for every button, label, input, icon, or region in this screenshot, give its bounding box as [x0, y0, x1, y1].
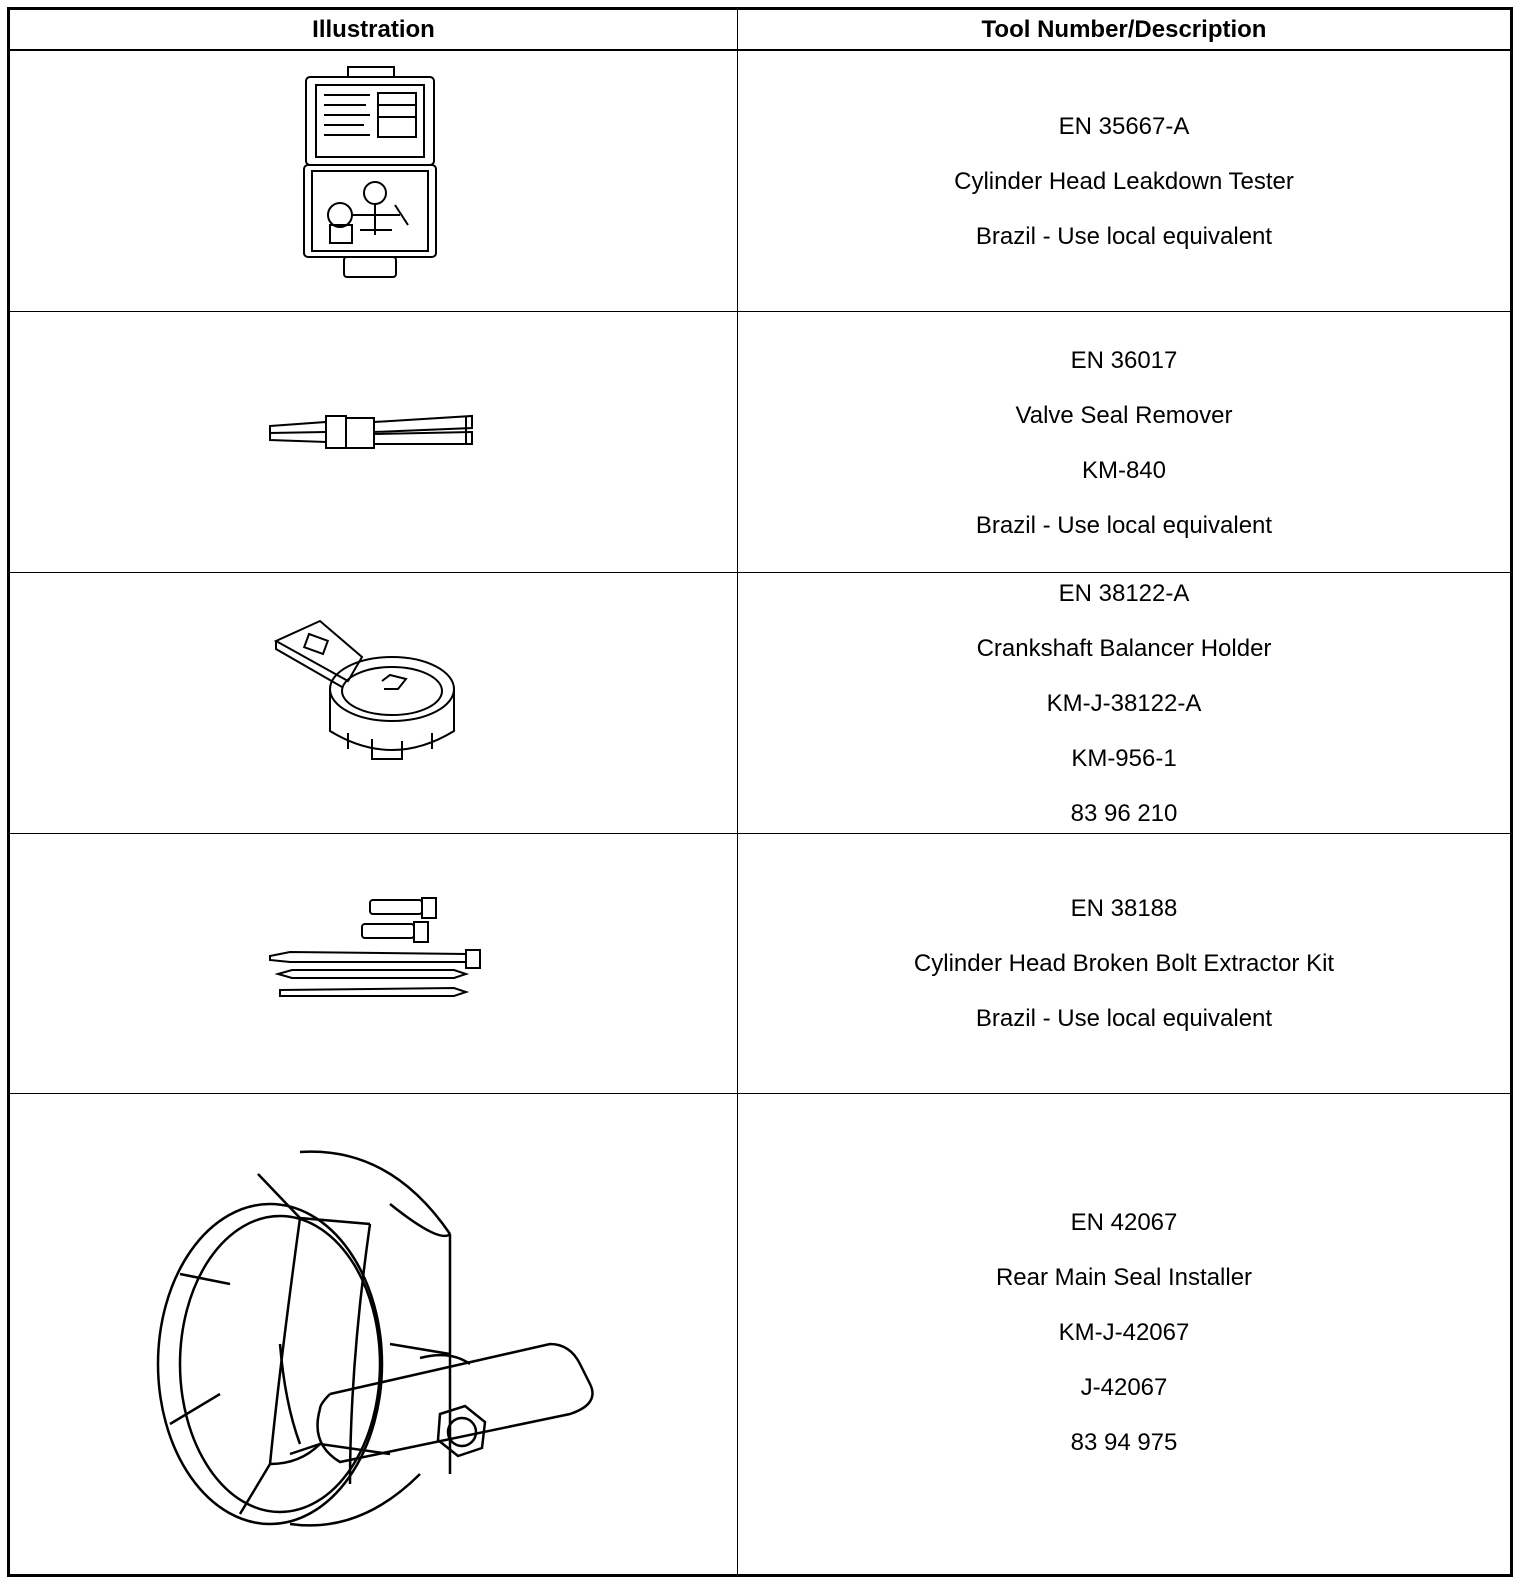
- illustration-cell: [10, 573, 738, 833]
- bolt-extractor-kit-icon: [266, 894, 486, 1004]
- header-description: Tool Number/Description: [981, 15, 1267, 43]
- tool-part-number: 83 96 210: [1070, 800, 1178, 827]
- tool-table: [7, 7, 1513, 1577]
- tool-description: Cylinder Head Leakdown Tester: [954, 168, 1294, 195]
- description-cell: [738, 573, 1510, 833]
- tool-description: Cylinder Head Broken Bolt Extractor Kit: [913, 950, 1335, 977]
- table-header-row: [10, 10, 1510, 51]
- tool-note: Brazil - Use local equivalent: [975, 512, 1273, 539]
- tool-number: EN 42067: [1070, 1209, 1178, 1236]
- balancer-holder-icon: [272, 617, 462, 773]
- header-illustration: Illustration: [10, 10, 738, 49]
- tool-part-number: KM-J-42067: [1058, 1319, 1190, 1346]
- tool-part-number: KM-956-1: [1071, 745, 1177, 772]
- tool-part-number: J-42067: [1080, 1374, 1168, 1401]
- tool-part-number: KM-840: [1081, 457, 1167, 484]
- illustration-cell: [10, 51, 738, 311]
- description-cell: [738, 834, 1510, 1093]
- tool-description: Valve Seal Remover: [1015, 402, 1233, 429]
- tool-part-number: KM-J-38122-A: [1046, 690, 1202, 717]
- valve-seal-remover-icon: [266, 408, 476, 458]
- tool-description: Crankshaft Balancer Holder: [976, 635, 1272, 662]
- illustration-cell: [10, 834, 738, 1093]
- tool-description: Rear Main Seal Installer: [995, 1264, 1253, 1291]
- description-cell: [738, 312, 1510, 572]
- tool-number: EN 36017: [1070, 347, 1178, 374]
- tool-part-number: 83 94 975: [1070, 1429, 1178, 1456]
- tool-note: Brazil - Use local equivalent: [975, 1005, 1273, 1032]
- table-row: [10, 834, 1510, 1094]
- leakdown-tester-case-icon: [300, 65, 440, 280]
- table-row: [10, 312, 1510, 573]
- illustration-cell: [10, 1094, 738, 1574]
- illustration-cell: [10, 312, 738, 572]
- rear-main-seal-installer-icon: [150, 1144, 610, 1534]
- table-row: [10, 51, 1510, 312]
- table-row: [10, 573, 1510, 834]
- description-cell: [738, 1094, 1510, 1574]
- tool-note: Brazil - Use local equivalent: [975, 223, 1273, 250]
- tool-number: EN 38122-A: [1058, 580, 1190, 607]
- tool-number: EN 38188: [1070, 895, 1178, 922]
- description-cell: [738, 51, 1510, 311]
- table-row: [10, 1094, 1510, 1574]
- tool-number: EN 35667-A: [1058, 113, 1190, 140]
